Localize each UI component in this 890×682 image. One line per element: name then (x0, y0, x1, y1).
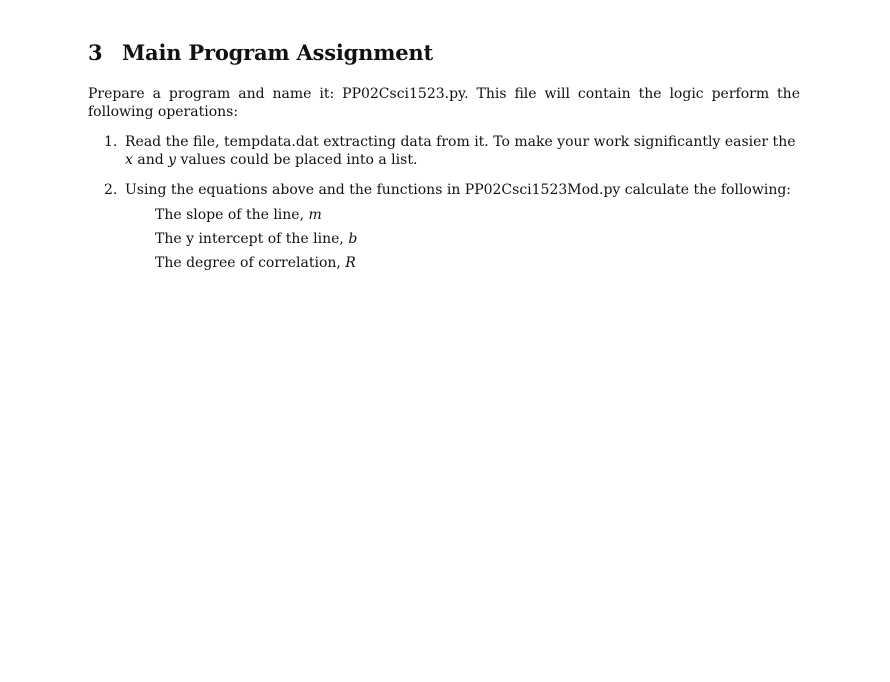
math-variable-b: b (348, 231, 358, 247)
list-item-calculate (88, 181, 800, 275)
math-variable-y: y (168, 152, 177, 168)
math-variable-r: R (345, 255, 356, 271)
operations-list (88, 133, 800, 275)
item-text: Read the file, tempdata.dat extracting data from it. To make your work significantly easier the (125, 134, 796, 150)
item-text: Using the equations above and the functions in PP02Csci1523Mod.py calculate the following: (125, 182, 792, 198)
list-marker: 2. (104, 182, 118, 198)
calculation-sublist (125, 203, 800, 275)
list-item-read-file (88, 133, 800, 169)
section-heading (88, 40, 800, 65)
math-variable-m: m (308, 207, 322, 223)
sub-item-label: The degree of correlation, (155, 255, 346, 271)
intro-paragraph: Prepare a program and name it: PP02Csci1523.py. This file will contain the logic perform the following operations: (88, 86, 800, 120)
section-number: 3 (88, 40, 103, 65)
sub-item-intercept (155, 227, 800, 251)
section-title: Main Program Assignment (122, 40, 433, 65)
list-marker: 1. (104, 134, 118, 150)
document-page (88, 40, 800, 287)
item-text: values could be placed into a list. (176, 152, 418, 168)
math-variable-x: x (125, 152, 133, 168)
sub-item-slope (155, 203, 800, 227)
sub-item-label: The y intercept of the line, (155, 231, 349, 247)
sub-item-label: The slope of the line, (155, 207, 309, 223)
item-text: and (132, 152, 169, 168)
sub-item-correlation (155, 251, 800, 275)
